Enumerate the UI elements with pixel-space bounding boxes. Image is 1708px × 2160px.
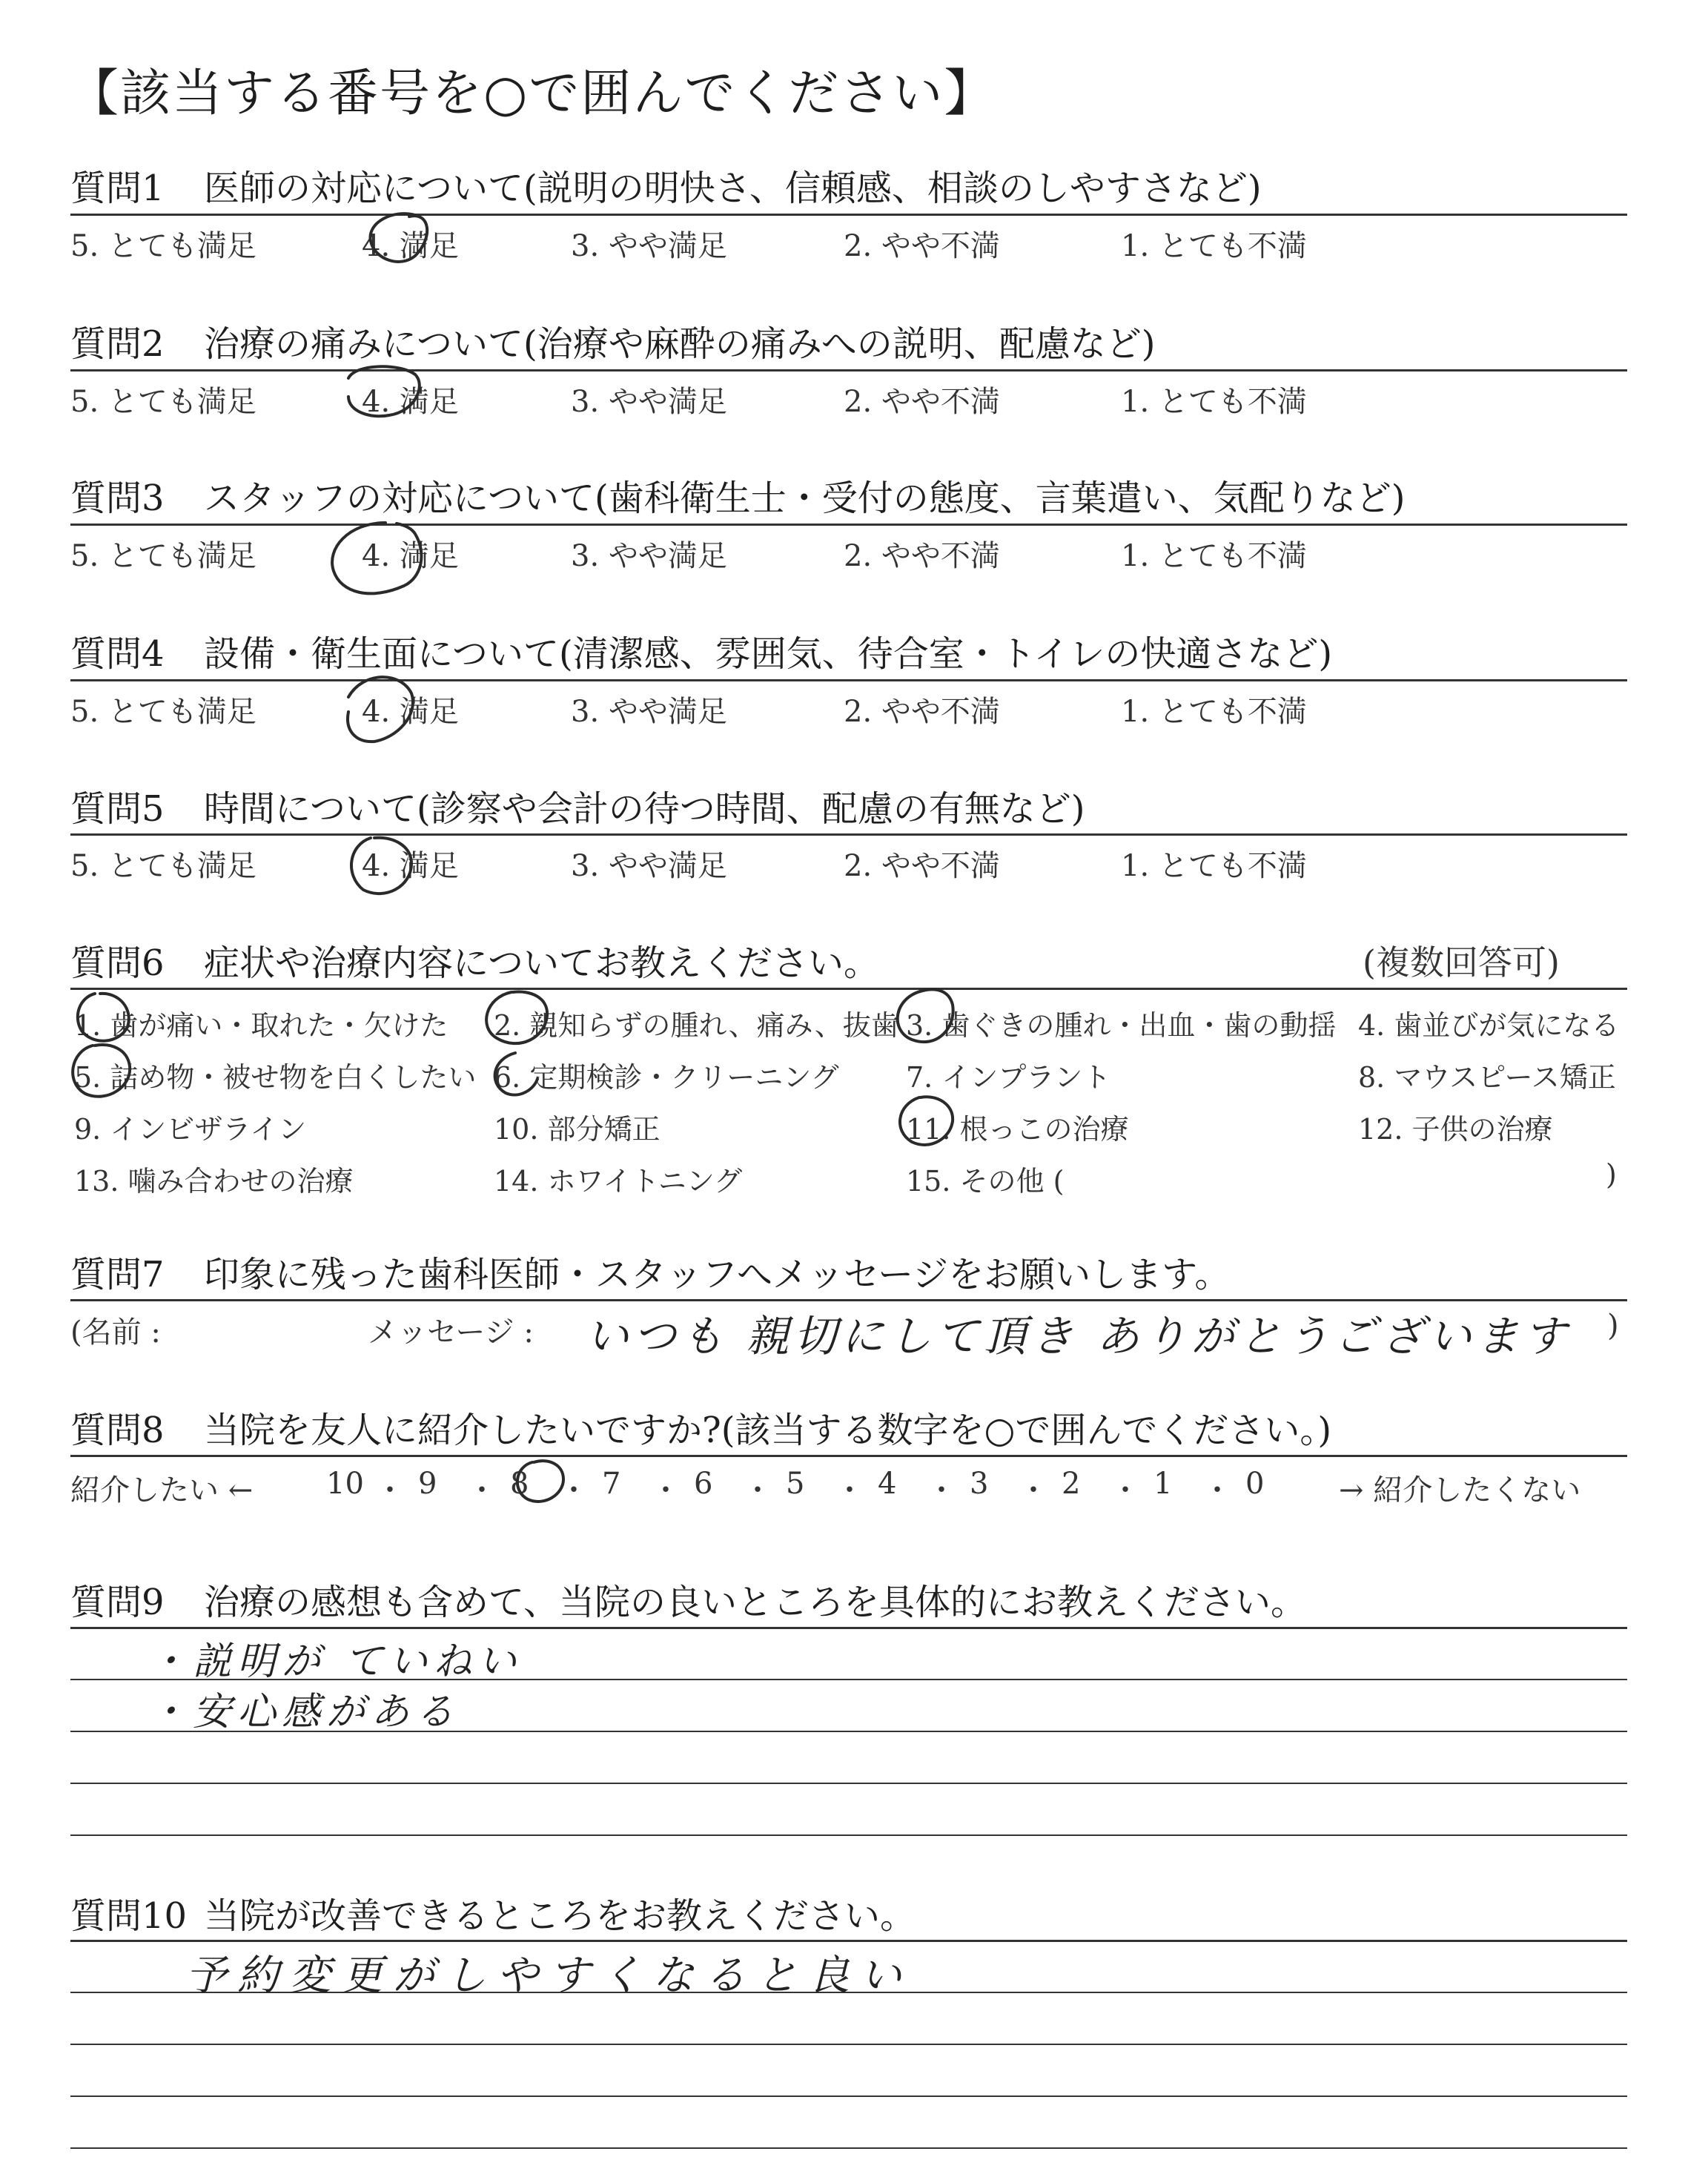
- q9-answer-line-1[interactable]: ・説明が ていねい: [148, 1639, 523, 1684]
- scale-separator: ・: [375, 1473, 405, 1507]
- q6-option-6-circle: [495, 1053, 537, 1095]
- q3-option-4[interactable]: 4. 満足: [362, 539, 459, 573]
- q2-option-2[interactable]: 2. やや不満: [844, 385, 1000, 419]
- form-instruction-header: 【該当する番号を○で囲んでください】: [68, 65, 996, 123]
- q1-option-4[interactable]: 4. 満足: [362, 229, 459, 263]
- q2-option-3[interactable]: 3. やや満足: [571, 385, 727, 419]
- q4-option-2[interactable]: 2. やや不満: [844, 695, 1000, 729]
- q3-option-2[interactable]: 2. やや不満: [844, 539, 1000, 573]
- q6-option-2-circle: [486, 991, 547, 1043]
- scale-separator: ・: [927, 1473, 956, 1507]
- q1-option-2[interactable]: 2. やや不満: [844, 229, 1000, 263]
- question-1-text: 医師の対応について(説明の明快さ、信頼感、相談のしやすさなど): [204, 168, 1262, 209]
- scale-separator: ・: [835, 1473, 864, 1507]
- question-2-label: 質問2: [70, 323, 165, 365]
- recommend-left-label: 紹介したい ←: [70, 1473, 254, 1507]
- question-4-label: 質問4: [70, 633, 165, 675]
- q6-option-7[interactable]: 7. インプラント: [906, 1061, 1111, 1094]
- scale-value-8[interactable]: 8: [510, 1467, 529, 1501]
- question-8-text: 当院を友人に紹介したいですか?(該当する数字を○で囲んでください。): [204, 1410, 1332, 1451]
- q6-option-10[interactable]: 10. 部分矯正: [494, 1113, 661, 1146]
- q6-option-8[interactable]: 8. マウスピース矯正: [1358, 1061, 1616, 1094]
- scale-value-7[interactable]: 7: [602, 1467, 621, 1501]
- question-8-label: 質問8: [70, 1410, 165, 1451]
- q6-option-2[interactable]: 2. 親知らずの腫れ、痛み、抜歯: [494, 1009, 899, 1042]
- scale-separator: ・: [743, 1473, 772, 1507]
- q4-option-3[interactable]: 3. やや満足: [571, 695, 727, 729]
- question-6-text: 症状や治療内容についてお教えください。: [204, 942, 880, 984]
- scale-separator: ・: [1019, 1473, 1048, 1507]
- scale-value-4[interactable]: 4: [878, 1467, 897, 1501]
- q6-option-13[interactable]: 13. 噛み合わせの治療: [74, 1165, 354, 1198]
- question-7-label: 質問7: [70, 1254, 165, 1295]
- scale-value-0[interactable]: 0: [1245, 1467, 1265, 1501]
- q5-selection-circle: [351, 838, 411, 894]
- question-5-text: 時間について(診察や会計の待つ時間、配慮の有無など): [204, 788, 1085, 830]
- q6-option-14[interactable]: 14. ホワイトニング: [494, 1165, 743, 1198]
- scale-separator: ・: [559, 1473, 589, 1507]
- q5-option-1[interactable]: 1. とても不満: [1121, 849, 1307, 883]
- message-label: メッセージ :: [368, 1315, 534, 1350]
- question-7-text: 印象に残った歯科医師・スタッフへメッセージをお願いします。: [204, 1254, 1231, 1295]
- q3-option-3[interactable]: 3. やや満足: [571, 539, 727, 573]
- question-5-label: 質問5: [70, 788, 165, 830]
- q5-option-2[interactable]: 2. やや不満: [844, 849, 1000, 883]
- q2-option-5[interactable]: 5. とても満足: [70, 385, 256, 419]
- scale-value-1[interactable]: 1: [1153, 1467, 1173, 1501]
- multiple-answers-note: (複数回答可): [1363, 942, 1560, 982]
- q6-option-15[interactable]: 15. その他 (: [906, 1165, 1065, 1198]
- scale-value-6[interactable]: 6: [694, 1467, 713, 1501]
- q6-option-5-circle: [73, 1045, 130, 1097]
- q6-option-12[interactable]: 12. 子供の治療: [1358, 1113, 1553, 1146]
- q6-option-9[interactable]: 9. インビザライン: [74, 1113, 307, 1146]
- q5-option-4[interactable]: 4. 満足: [362, 849, 459, 883]
- q4-option-1[interactable]: 1. とても不満: [1121, 695, 1307, 729]
- q6-option-3[interactable]: 3. 歯ぐきの腫れ・出血・歯の動揺: [906, 1009, 1337, 1042]
- q5-option-5[interactable]: 5. とても満足: [70, 849, 256, 883]
- q5-option-3[interactable]: 3. やや満足: [571, 849, 727, 883]
- scale-value-5[interactable]: 5: [786, 1467, 805, 1501]
- scale-separator: ・: [651, 1473, 681, 1507]
- q1-option-5[interactable]: 5. とても満足: [70, 229, 256, 263]
- question-3-text: スタッフの対応について(歯科衛生士・受付の態度、言葉遣い、気配りなど): [204, 478, 1406, 519]
- q2-option-4[interactable]: 4. 満足: [362, 385, 459, 419]
- question-10-text: 当院が改善できるところをお教えください。: [204, 1895, 916, 1937]
- q1-option-1[interactable]: 1. とても不満: [1121, 229, 1307, 263]
- q6-option-3-circle: [898, 989, 953, 1042]
- q6-option-6[interactable]: 6. 定期検診・クリーニング: [494, 1061, 839, 1094]
- q6-option-1-circle: [78, 994, 129, 1041]
- question-6-label: 質問6: [70, 942, 165, 984]
- q6-option-5[interactable]: 5. 詰め物・被せ物を白くしたい: [74, 1061, 477, 1094]
- question-10-label: 質問10: [70, 1895, 188, 1937]
- question-4-text: 設備・衛生面について(清潔感、雰囲気、待合室・トイレの快適さなど): [204, 633, 1333, 675]
- q8-selection-circle: [517, 1461, 563, 1502]
- q6-option-1[interactable]: 1. 歯が痛い・取れた・欠けた: [74, 1009, 448, 1042]
- q4-option-4[interactable]: 4. 満足: [362, 695, 459, 729]
- q2-selection-circle: [348, 366, 420, 416]
- question-2-text: 治療の痛みについて(治療や麻酔の痛みへの説明、配慮など): [204, 323, 1156, 365]
- q2-option-1[interactable]: 1. とても不満: [1121, 385, 1307, 419]
- scale-value-3[interactable]: 3: [970, 1467, 989, 1501]
- q4-selection-circle: [348, 677, 413, 742]
- q3-option-1[interactable]: 1. とても不満: [1121, 539, 1307, 573]
- message-answer[interactable]: いつも 親切にして頂き ありがとうございます: [586, 1311, 1571, 1361]
- q3-selection-circle: [332, 523, 421, 593]
- q3-option-5[interactable]: 5. とても満足: [70, 539, 256, 573]
- q6-option-4[interactable]: 4. 歯並びが気になる: [1358, 1009, 1620, 1042]
- scale-value-2[interactable]: 2: [1062, 1467, 1081, 1501]
- scale-separator: ・: [1110, 1473, 1140, 1507]
- q4-option-5[interactable]: 5. とても満足: [70, 695, 256, 729]
- question-3-label: 質問3: [70, 478, 165, 519]
- q1-selection-circle: [371, 214, 428, 262]
- question-9-label: 質問9: [70, 1582, 165, 1623]
- q10-answer[interactable]: 予約変更がしやすくなると良い: [185, 1952, 912, 2000]
- q6-option-11[interactable]: 11. 根っこの治療: [906, 1113, 1129, 1146]
- question-9-text: 治療の感想も含めて、当院の良いところを具体的にお教えください。: [204, 1582, 1307, 1623]
- name-label: (名前 :: [70, 1315, 161, 1350]
- q6-other-close-paren: ): [1606, 1158, 1617, 1191]
- question-1-label: 質問1: [70, 168, 165, 209]
- q6-option-11-circle: [900, 1097, 953, 1145]
- message-close-paren: ): [1607, 1309, 1619, 1343]
- q1-option-3[interactable]: 3. やや満足: [571, 229, 727, 263]
- scale-separator: ・: [1202, 1473, 1232, 1507]
- scale-value-9[interactable]: 9: [418, 1467, 437, 1501]
- scale-separator: ・: [467, 1473, 497, 1507]
- recommend-right-label: → 紹介したくない: [1339, 1473, 1581, 1507]
- q9-answer-line-2[interactable]: ・安心感がある: [148, 1690, 460, 1734]
- scale-value-10[interactable]: 10: [326, 1467, 364, 1501]
